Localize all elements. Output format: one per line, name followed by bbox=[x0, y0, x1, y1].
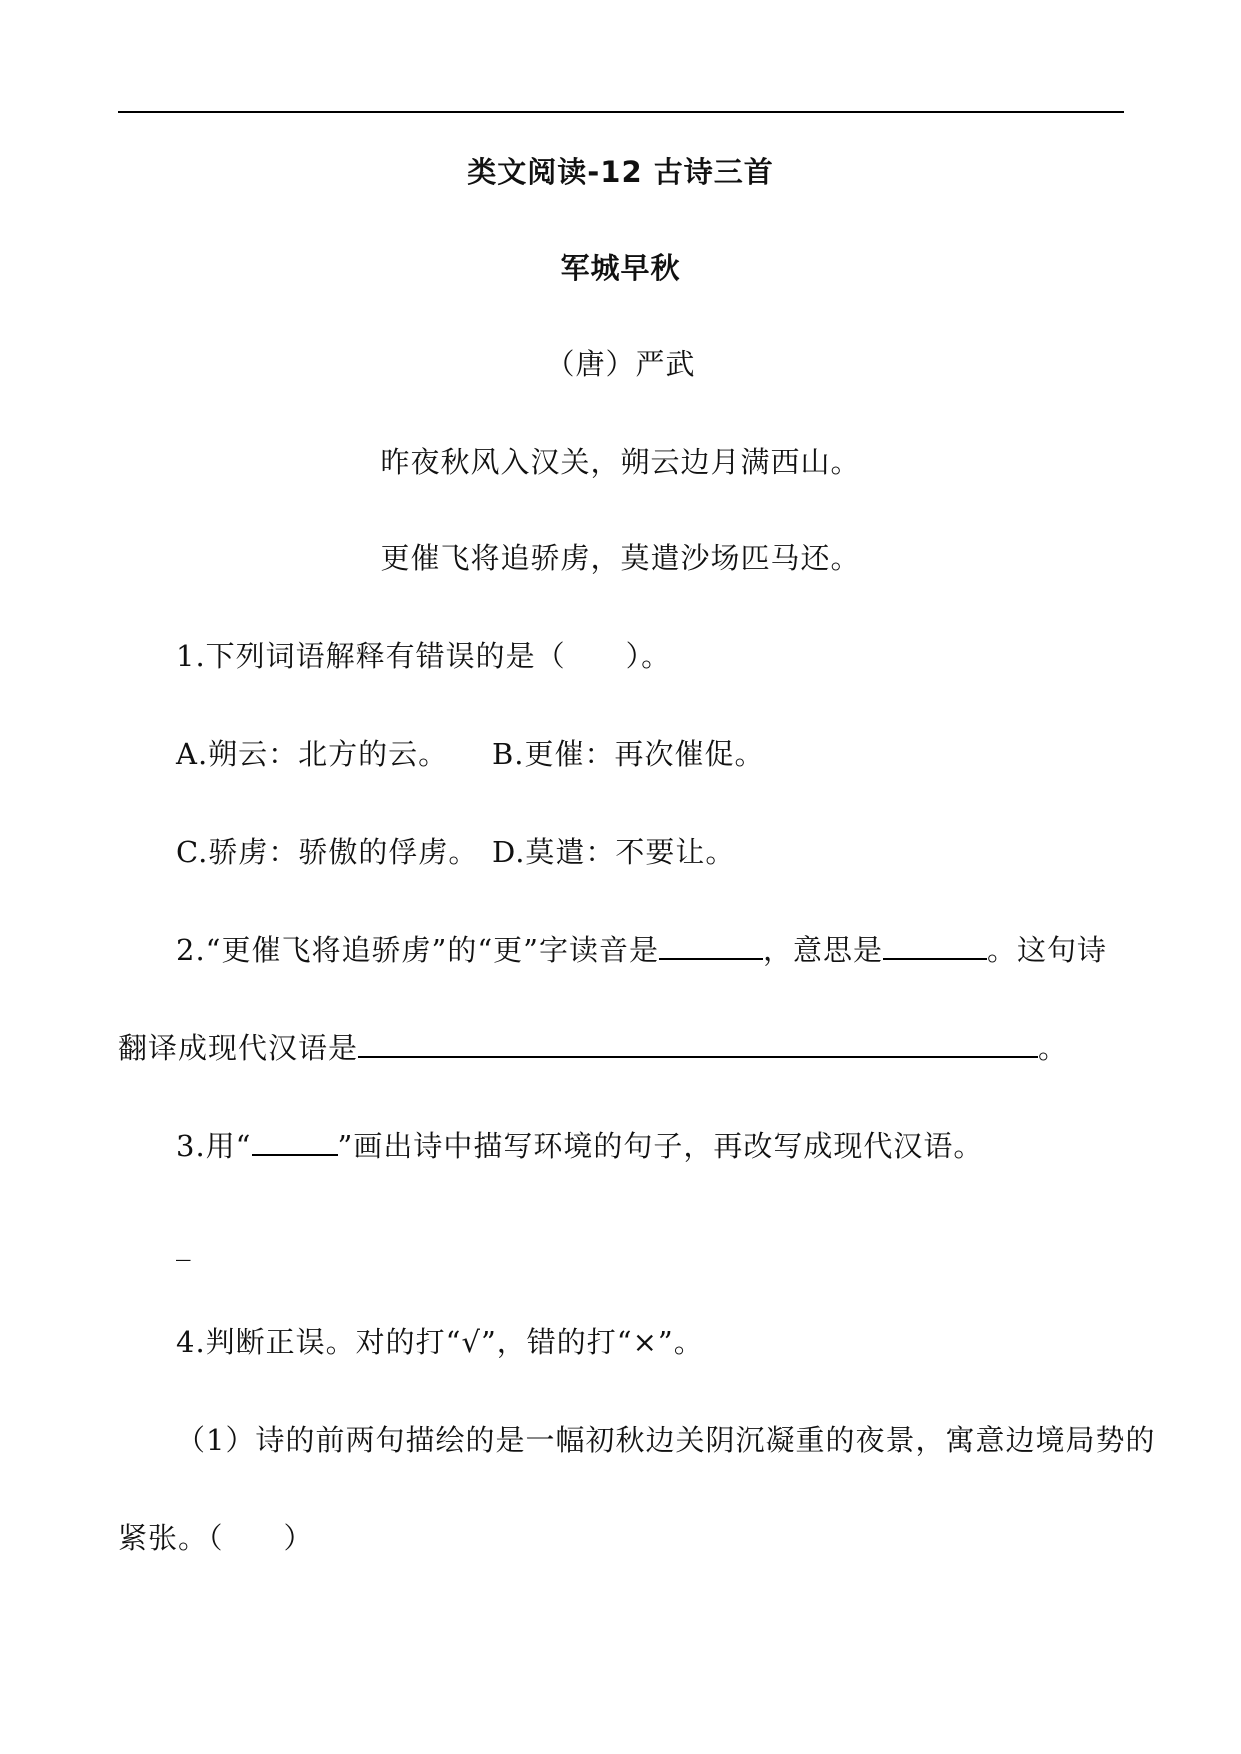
question-4-stem: 4.判断正误。对的打“√”，错的打“×”。 bbox=[176, 1325, 704, 1359]
question-4-item-1-line-2: 紧张。（ ） bbox=[118, 1521, 314, 1555]
question-1-option-d: D.莫遣：不要让。 bbox=[492, 835, 736, 869]
question-2-text-c: 。这句诗 bbox=[987, 933, 1108, 967]
poem-line-1: 昨夜秋风入汉关，朔云边月满西山。 bbox=[380, 445, 861, 479]
question-3-stem bbox=[176, 1126, 983, 1166]
question-2-line-1 bbox=[176, 930, 1107, 970]
question-1-option-b: B.更催：再次催促。 bbox=[492, 737, 765, 771]
question-2-text-e: 。 bbox=[1038, 1031, 1069, 1065]
question-4-item-1-line-1: （1）诗的前两句描绘的是一幅初秋边关阴沉凝重的夜景，寓意边境局势的 bbox=[176, 1423, 1156, 1457]
question-2-text-d: 翻译成现代汉语是 bbox=[118, 1031, 359, 1065]
question-2-text-b: ，意思是 bbox=[762, 933, 883, 967]
meaning-blank[interactable] bbox=[883, 932, 987, 960]
pronunciation-blank[interactable] bbox=[659, 932, 763, 960]
question-1-stem: 1.下列词语解释有错误的是（ ）。 bbox=[176, 639, 672, 673]
question-3-text-b: ”画出诗中描写环境的句子，再改写成现代汉语。 bbox=[337, 1129, 984, 1163]
question-2-text-a: 2.“更催飞将追骄虏”的“更”字读音是 bbox=[176, 933, 659, 967]
poem-title: 军城早秋 bbox=[560, 251, 681, 285]
poem-line-2: 更催飞将追骄虏，莫遣沙场匹马还。 bbox=[380, 541, 861, 575]
question-3-text-a: 3.用“ bbox=[176, 1129, 252, 1163]
question-3-answer-line[interactable]: _ bbox=[176, 1227, 192, 1261]
question-1-option-c: C.骄虏：骄傲的俘虏。 bbox=[176, 835, 479, 869]
header-rule bbox=[118, 111, 1124, 113]
poem-author: （唐）严武 bbox=[545, 347, 696, 381]
question-2-line-2 bbox=[118, 1028, 1068, 1068]
translation-blank[interactable] bbox=[358, 1030, 1038, 1058]
underline-sample bbox=[252, 1128, 338, 1156]
page-title: 类文阅读-12 古诗三首 bbox=[467, 155, 774, 189]
question-1-option-a: A.朔云：北方的云。 bbox=[176, 737, 449, 771]
